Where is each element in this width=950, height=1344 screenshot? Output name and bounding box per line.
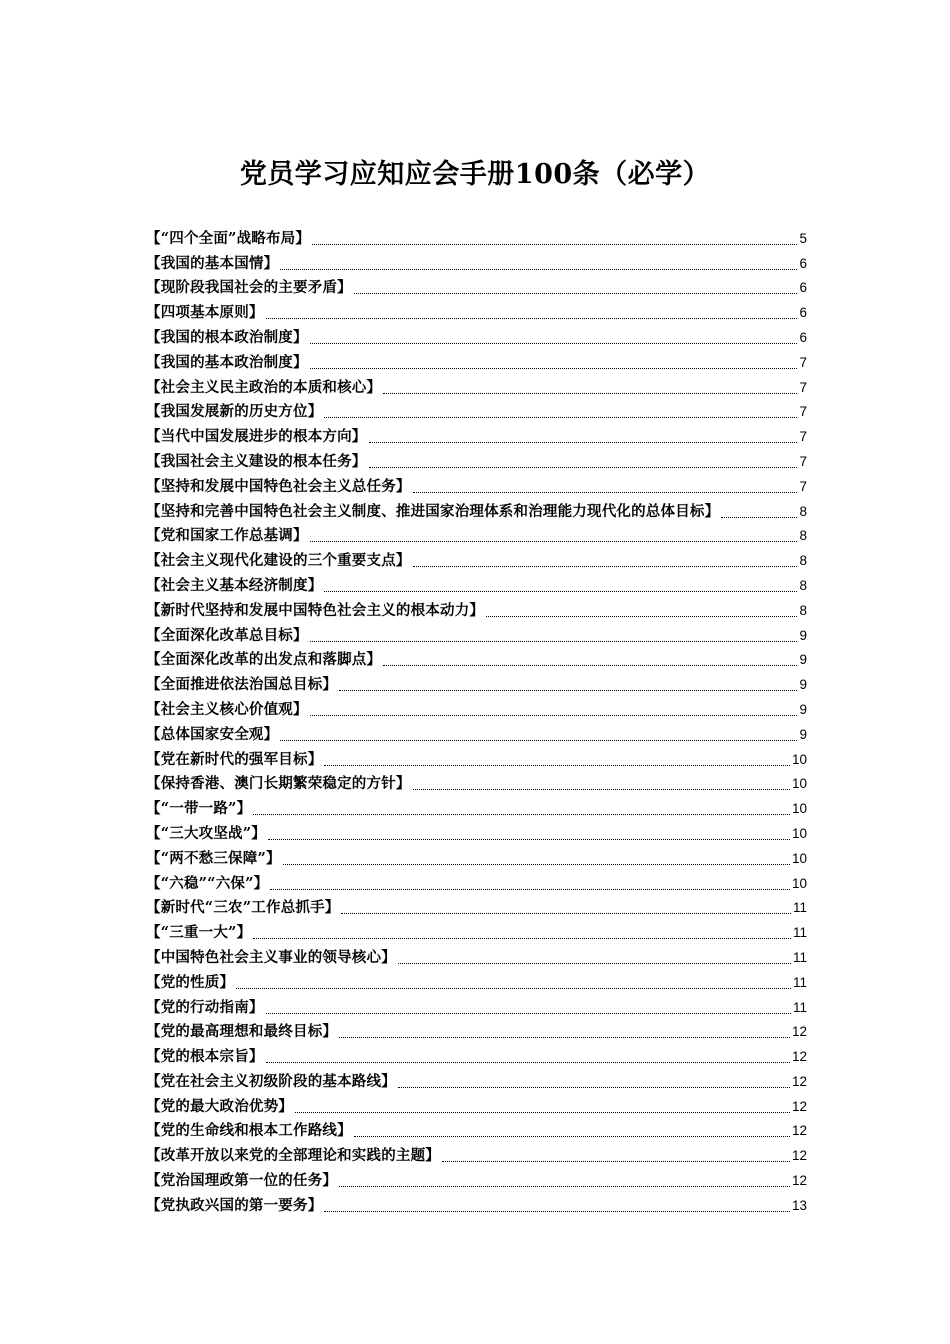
toc-entry-page-number: 9	[799, 701, 807, 717]
toc-entry[interactable]	[146, 1018, 807, 1043]
toc-dot-leader	[413, 566, 798, 567]
toc-dot-leader	[339, 1186, 790, 1187]
toc-entry-page-number: 7	[799, 429, 807, 445]
toc-dot-leader	[266, 1013, 791, 1014]
toc-entry-page-number: 7	[799, 354, 807, 370]
toc-entry-page-number: 12	[791, 1148, 807, 1164]
page-title: 党员学习应知应会手册100条（必学）	[239, 159, 711, 190]
toc-entry-label: 【党的生命线和根本工作路线】	[146, 1122, 352, 1140]
toc-entry[interactable]	[146, 398, 807, 423]
toc-entry-label: 【社会主义核心价值观】	[146, 700, 308, 718]
toc-entry-label: 【“六稳”“六保”】	[146, 874, 269, 892]
toc-entry-page-number: 10	[791, 875, 807, 891]
toc-entry-page-number: 6	[799, 329, 807, 345]
toc-dot-leader	[442, 1161, 790, 1162]
toc-entry[interactable]	[146, 670, 807, 695]
toc-entry-page-number: 7	[799, 404, 807, 420]
toc-entry-page-number: 9	[799, 652, 807, 668]
toc-entry-page-number: 11	[792, 999, 807, 1015]
toc-entry-page-number: 7	[799, 453, 807, 469]
toc-entry-label: 【改革开放以来党的全部理论和实践的主题】	[146, 1147, 440, 1165]
toc-dot-leader	[486, 616, 797, 617]
toc-entry[interactable]	[146, 472, 807, 497]
toc-entry-page-number: 8	[799, 503, 807, 519]
toc-entry[interactable]	[146, 720, 807, 745]
toc-entry-page-number: 8	[799, 577, 807, 593]
toc-dot-leader	[310, 343, 798, 344]
toc-dot-leader	[398, 963, 791, 964]
toc-entry-page-number: 10	[791, 801, 807, 817]
toc-dot-leader	[354, 293, 798, 294]
toc-dot-leader	[310, 541, 798, 542]
toc-entry-label: 【党的行动指南】	[146, 998, 264, 1016]
toc-dot-leader	[721, 517, 797, 518]
toc-entry-page-number: 13	[791, 1197, 807, 1213]
toc-entry[interactable]	[146, 1166, 807, 1191]
toc-entry-page-number: 12	[791, 1173, 807, 1189]
toc-entry-page-number: 7	[799, 478, 807, 494]
toc-entry-label: 【社会主义现代化建设的三个重要支点】	[146, 552, 411, 570]
toc-entry-label: 【党治国理政第一位的任务】	[146, 1172, 338, 1190]
toc-dot-leader	[253, 938, 791, 939]
toc-dot-leader	[354, 1136, 790, 1137]
toc-entry-page-number: 11	[792, 900, 807, 916]
toc-dot-leader	[283, 864, 790, 865]
toc-dot-leader	[253, 814, 790, 815]
toc-entry-page-number: 9	[799, 627, 807, 643]
toc-entry[interactable]	[146, 943, 807, 968]
toc-entry[interactable]	[146, 1117, 807, 1142]
toc-entry-label: 【“三重一大”】	[146, 924, 252, 942]
toc-dot-leader	[413, 492, 798, 493]
toc-entry-label: 【“两不愁三保障”】	[146, 849, 281, 867]
toc-entry[interactable]	[146, 298, 807, 323]
toc-entry[interactable]	[146, 794, 807, 819]
toc-entry-label: 【党和国家工作总基调】	[146, 527, 308, 545]
toc-dot-leader	[270, 889, 790, 890]
toc-entry[interactable]	[146, 993, 807, 1018]
toc-dot-leader	[295, 1112, 790, 1113]
toc-entry-page-number: 8	[799, 528, 807, 544]
toc-entry-page-number: 9	[799, 726, 807, 742]
toc-dot-leader	[280, 740, 797, 741]
toc-dot-leader	[413, 789, 790, 790]
toc-entry-page-number: 8	[799, 553, 807, 569]
toc-entry-label: 【“一带一路”】	[146, 800, 252, 818]
toc-dot-leader	[280, 269, 797, 270]
toc-entry[interactable]	[146, 522, 807, 547]
toc-entry-page-number: 10	[791, 751, 807, 767]
toc-dot-leader	[398, 1087, 790, 1088]
toc-entry-page-number: 12	[791, 1049, 807, 1065]
toc-dot-leader	[236, 988, 791, 989]
toc-entry-label: 【党的最高理想和最终目标】	[146, 1023, 338, 1041]
toc-entry[interactable]	[146, 1141, 807, 1166]
toc-entry[interactable]	[146, 770, 807, 795]
toc-dot-leader	[268, 839, 790, 840]
toc-dot-leader	[310, 641, 798, 642]
toc-entry-page-number: 11	[792, 974, 807, 990]
toc-dot-leader	[324, 765, 790, 766]
toc-entry-label: 【全面深化改革总目标】	[146, 626, 308, 644]
toc-dot-leader	[266, 318, 798, 319]
toc-entry-page-number: 6	[799, 280, 807, 296]
toc-entry-page-number: 12	[791, 1073, 807, 1089]
toc-entry[interactable]	[146, 1067, 807, 1092]
toc-dot-leader	[369, 467, 798, 468]
toc-entry[interactable]	[146, 596, 807, 621]
toc-entry-label: 【我国发展新的历史方位】	[146, 403, 323, 421]
toc-entry-label: 【坚持和发展中国特色社会主义总任务】	[146, 477, 411, 495]
toc-entry-label: 【党在社会主义初级阶段的基本路线】	[146, 1072, 396, 1090]
toc-dot-leader	[341, 913, 791, 914]
toc-entry[interactable]	[146, 646, 807, 671]
toc-entry-label: 【我国社会主义建设的根本任务】	[146, 452, 367, 470]
toc-entry-page-number: 11	[792, 949, 807, 965]
toc-entry[interactable]	[146, 546, 807, 571]
toc-entry[interactable]	[146, 571, 807, 596]
toc-dot-leader	[383, 393, 797, 394]
toc-entry[interactable]	[146, 844, 807, 869]
toc-entry-label: 【“三大攻坚战”】	[146, 824, 266, 842]
toc-entry-label: 【我国的基本政治制度】	[146, 353, 308, 371]
toc-entry-label: 【全面推进依法治国总目标】	[146, 676, 338, 694]
toc-entry[interactable]	[146, 894, 807, 919]
toc-dot-leader	[266, 1062, 790, 1063]
toc-entry[interactable]	[146, 819, 807, 844]
toc-dot-leader	[383, 665, 797, 666]
toc-entry-page-number: 6	[799, 305, 807, 321]
toc-entry-label: 【党执政兴国的第一要务】	[146, 1196, 323, 1214]
toc-dot-leader	[324, 417, 797, 418]
toc-entry[interactable]	[146, 745, 807, 770]
toc-entry-label: 【当代中国发展进步的根本方向】	[146, 428, 367, 446]
toc-entry-page-number: 8	[799, 602, 807, 618]
toc-dot-leader	[324, 1211, 790, 1212]
toc-dot-leader	[324, 591, 797, 592]
toc-entry-label: 【党的性质】	[146, 973, 235, 991]
toc-dot-leader	[310, 368, 798, 369]
toc-entry-page-number: 9	[799, 677, 807, 693]
toc-dot-leader	[312, 244, 797, 245]
toc-entry-label: 【党的根本宗旨】	[146, 1048, 264, 1066]
toc-entry[interactable]	[146, 373, 807, 398]
toc-dot-leader	[310, 715, 798, 716]
toc-entry-page-number: 10	[791, 825, 807, 841]
toc-entry-label: 【社会主义基本经济制度】	[146, 576, 323, 594]
toc-entry-label: 【四项基本原则】	[146, 304, 264, 322]
toc-entry[interactable]	[146, 323, 807, 348]
toc-entry-page-number: 10	[791, 776, 807, 792]
toc-entry[interactable]	[146, 422, 807, 447]
toc-entry[interactable]	[146, 348, 807, 373]
toc-entry[interactable]	[146, 1092, 807, 1117]
toc-entry-label: 【坚持和完善中国特色社会主义制度、推进国家治理体系和治理能力现代化的总体目标】	[146, 502, 720, 520]
toc-entry-label: 【新时代“三农”工作总抓手】	[146, 899, 340, 917]
toc-entry[interactable]	[146, 968, 807, 993]
toc-entry-page-number: 12	[791, 1098, 807, 1114]
toc-entry-label: 【“四个全面”战略布局】	[146, 229, 311, 247]
toc-entry-label: 【我国的基本国情】	[146, 254, 279, 272]
toc-entry[interactable]	[146, 447, 807, 472]
toc-dot-leader	[369, 442, 798, 443]
toc-entry-page-number: 7	[799, 379, 807, 395]
toc-entry[interactable]	[146, 497, 807, 522]
toc-entry[interactable]	[146, 1042, 807, 1067]
toc-dot-leader	[339, 690, 797, 691]
toc-entry-label: 【社会主义民主政治的本质和核心】	[146, 378, 382, 396]
toc-entry[interactable]	[146, 695, 807, 720]
toc-entry-label: 【新时代坚持和发展中国特色社会主义的根本动力】	[146, 601, 485, 619]
toc-entry-label: 【现阶段我国社会的主要矛盾】	[146, 279, 352, 297]
toc-dot-leader	[339, 1037, 790, 1038]
toc-entry-page-number: 12	[791, 1024, 807, 1040]
toc-entry-label: 【保持香港、澳门长期繁荣稳定的方针】	[146, 775, 411, 793]
toc-entry-page-number: 10	[791, 850, 807, 866]
toc-entry[interactable]	[146, 621, 807, 646]
toc-entry[interactable]	[146, 869, 807, 894]
toc-entry-page-number: 12	[791, 1123, 807, 1139]
toc-entry-label: 【全面深化改革的出发点和落脚点】	[146, 651, 382, 669]
toc-entry[interactable]	[146, 274, 807, 299]
toc-entry[interactable]	[146, 1191, 807, 1216]
toc-entry[interactable]	[146, 249, 807, 274]
table-of-contents	[146, 224, 807, 1216]
toc-entry-label: 【中国特色社会主义事业的领导核心】	[146, 948, 396, 966]
toc-entry-label: 【党的最大政治优势】	[146, 1097, 293, 1115]
toc-entry-page-number: 11	[792, 925, 807, 941]
toc-entry-page-number: 5	[799, 230, 807, 246]
toc-entry-label: 【党在新时代的强军目标】	[146, 750, 323, 768]
toc-entry-page-number: 6	[799, 255, 807, 271]
toc-entry-label: 【我国的根本政治制度】	[146, 328, 308, 346]
toc-entry[interactable]	[146, 918, 807, 943]
toc-entry-label: 【总体国家安全观】	[146, 725, 279, 743]
toc-entry[interactable]	[146, 224, 807, 249]
